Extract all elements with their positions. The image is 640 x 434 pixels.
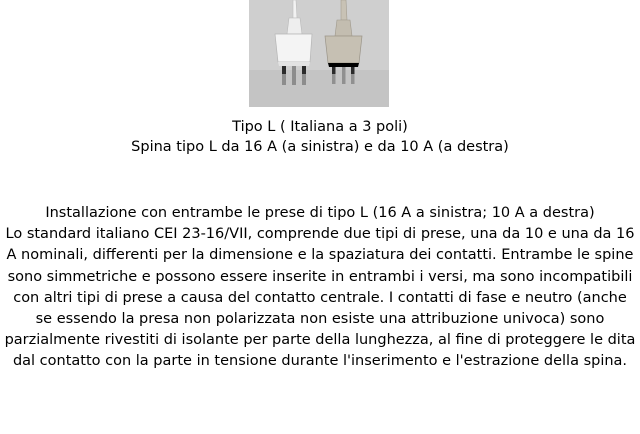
plugs-illustration xyxy=(249,0,389,107)
caption-subtitle: Spina tipo L da 16 A (a sinistra) e da 10 A (a destra) xyxy=(131,139,509,155)
plugs-photo xyxy=(249,0,389,107)
installation-description: Lo standard italiano CEI 23-16/VII, comprende due tipi di prese, una da 10 e una da 16 A nominali, differenti per la dimensione e la spaziatura dei contatti. Entrambe le spine sono simmetriche e possono essere inserite in entrambi i versi, ma sono incompatibili con altri tipi di prese a causa del contatto centrale. I contatti di fase e neutro (anche se essendo la presa non polarizzata non esiste una attribuzione univoca) sono parzialmente rivestiti di isolante per parte della lunghezza, al fine di proteggere le dita dal contatto con la parte in tensione durante l'inserimento e l'estrazione della spina. xyxy=(4,226,636,370)
caption-title: Tipo L ( Italiana a 3 poli) xyxy=(232,119,408,135)
installation-section xyxy=(4,203,636,373)
installation-heading: Installazione con entrambe le prese di tipo L (16 A a sinistra; 10 A a destra) xyxy=(45,205,595,221)
